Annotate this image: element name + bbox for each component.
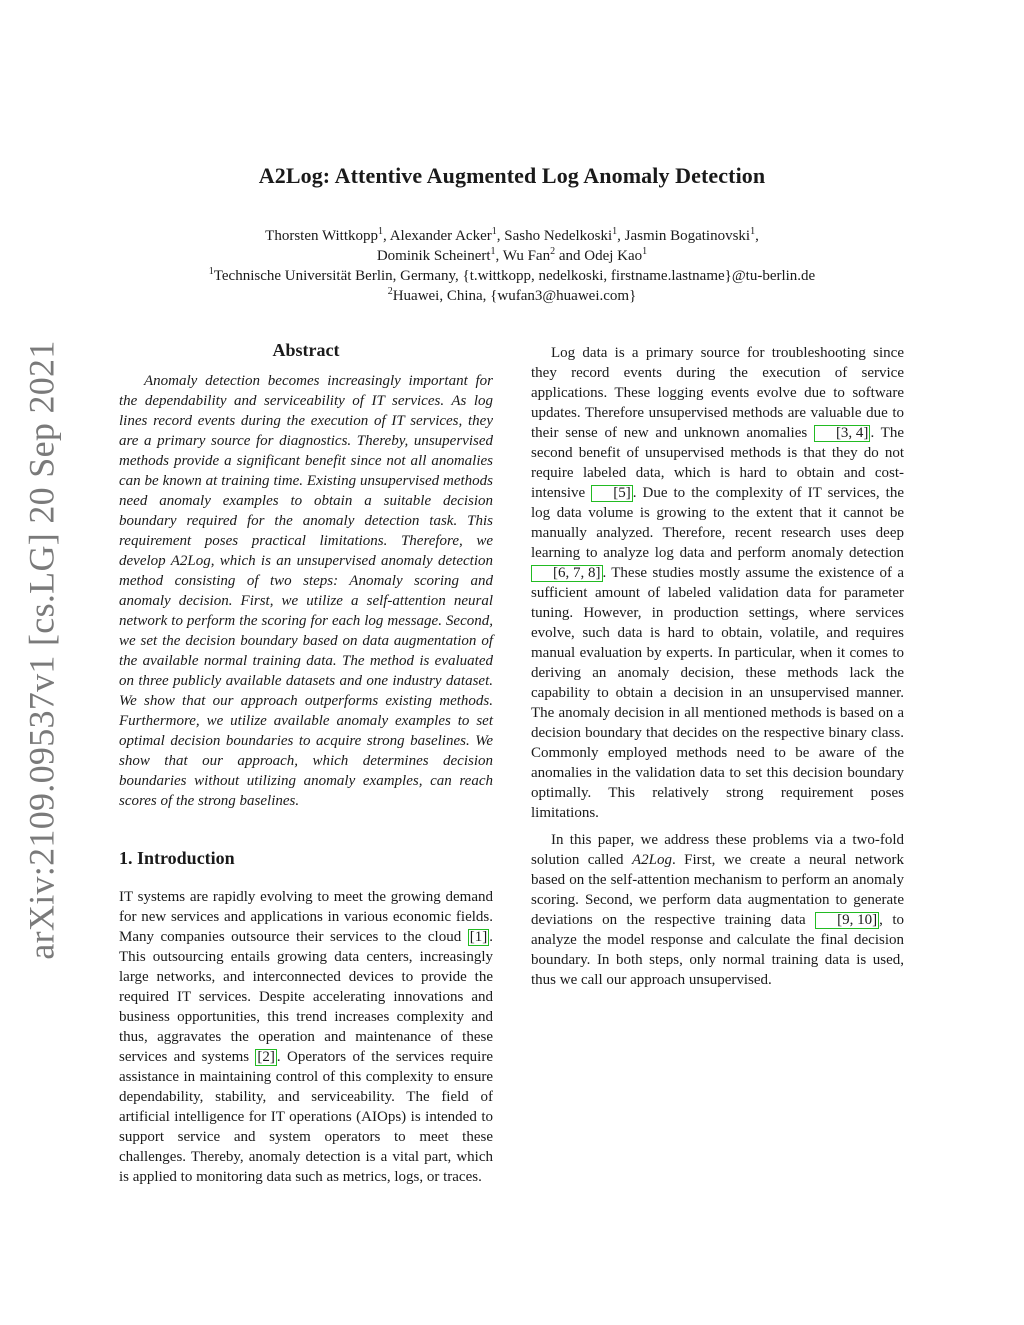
arxiv-identifier — [12, 340, 72, 960]
intro-paragraph-3: In this paper, we address these problems via a two-fold solution called A2Log. First, we create a neural network based on the self-attention mechanism to perform an anomaly scoring. Second, we perform data augmentation to generate deviations on the respective training data [9, 10] , to analyze the model response and calculate the final decision boundary. In both steps, only normal training data is used, thus we call our approach unsupervised. — [531, 832, 904, 988]
affiliation-2: $^2$Huawei, China, {wufan3@huawei.com} — [387, 286, 637, 304]
author-name: Alexander Acker — [389, 228, 492, 244]
citation-link[interactable]: [5] — [591, 485, 633, 502]
author-name: Wu Fan — [502, 248, 551, 264]
author-block — [0, 226, 1024, 306]
author-name: Odej Kao — [584, 248, 643, 264]
method-name: A2Log — [631, 852, 672, 868]
affiliation-1: $^1$Technische Universität Berlin, Germany, {t.wittkopp, nedelkoski, firstname.lastname}@tu-berlin.de — [208, 266, 816, 284]
section-heading-introduction: 1. Introduction — [119, 848, 235, 868]
author-line-2: Dominik Scheinert$^1$, Wu Fan$^2$ and Odej Kao$^1$ — [376, 246, 648, 264]
author-name: Jasmin Bogatinovski — [624, 228, 751, 244]
author-line-1: Thorsten Wittkopp$^1$, Alexander Acker$^1$, Sasho Nedelkoski$^1$, Jasmin Bogatinovski$^1$, — [265, 226, 759, 244]
author-name: Dominik Scheinert — [376, 248, 491, 264]
paper-title: A2Log: Attentive Augmented Log Anomaly Detection — [258, 163, 766, 188]
abstract-heading: Abstract — [272, 340, 340, 360]
abstract-text: Anomaly detection becomes increasingly important for the dependability and serviceability of IT services. As log lines record events during the execution of IT services, they are a primary source for diagnostics. Thereby, unsupervised methods provide a significant benefit since not all anomalies can be known at training time. Existing unsupervised methods need anomaly examples to obtain a suitable decision boundary required for the anomaly detection task. This requirement poses practical limitations. Therefore, we develop A2Log, which is an unsupervised anomaly detection method consisting of two steps: Anomaly scoring and anomaly decision. First, we utilize a self-attention neural network to perform the scoring for each log message. Second, we set the decision boundary based on data augmentation of the available normal training data. The method is evaluated on three publicly available datasets and one industry dataset. We show that our approach outperforms existing methods. Furthermore, we utilize available anomaly examples to set optimal decision boundaries to acquire strong baselines. We show that our approach, which determines decision boundaries without utilizing anomaly examples, can reach scores of the strong baselines. — [119, 373, 493, 809]
citation-link[interactable]: [2] — [257, 1049, 275, 1065]
citation-link[interactable]: [1] — [469, 929, 488, 945]
intro-paragraph-2: Log data is a primary source for troubleshooting since they record events during the execution of service applications. These logging events evolve due to software updates. Therefore unsupervised methods are valuable due to their sense of new and unknown anomalies [3, 4] . The second benefit of unsupervised methods is that they do not require labeled data, which is hard to obtain and cost-intensive [5] . Due to the complexity of IT services, the log data volume is growing to the extent that it cannot be manually analyzed. Therefore, recent research uses deep learning to analyze log data and perform anomaly detection [6, 7, 8] . These studies mostly assume the existence of a sufficient amount of labeled validation data for parameter tuning. However, in production settings, where services evolve, such data is hard to obtain, volatile, and requires manual evaluation by experts. In particular, when it comes to deriving an anomaly decision, these methods lack the capability to obtain a decision in an unsupervised manner. The anomaly decision in all mentioned methods is based on a decision boundary that decides on the respective binary class. Commonly employed methods need to be aware of the anomalies in the validation data to set this decision boundary optimally. This relatively strong requirement poses limitations. — [531, 345, 904, 821]
author-name: Sasho Nedelkoski — [504, 228, 613, 244]
citation-link[interactable]: [6, 7, 8] — [531, 565, 603, 582]
intro-paragraph-1: IT systems are rapidly evolving to meet the growing demand for new services and applications in various economic fields. Many companies outsource their services to the cloud [1] . This outsourcing entails growing data centers, increasingly large networks, and interconnected devices to provide the required IT services. Despite accelerating innovations and business opportunities, this trend increases complexity and thus, aggravates the operation and maintenance of these services and systems [2] . Operators of the services require assistance in maintaining control of this complexity to ensure dependability, stability, and serviceability. The field of artificial intelligence for IT operations (AIOps) is intended to support service and system operators to meet these challenges. Thereby, anomaly detection is a vital part, which is applied to monitoring data such as metrics, logs, or traces. — [119, 889, 493, 1185]
right-column — [531, 343, 904, 997]
arxiv-identifier-text: arXiv:2109.09537v1 [cs.LG] 20 Sep 2021 — [22, 340, 63, 960]
left-column — [119, 340, 493, 1194]
citation-link[interactable]: [9, 10] — [815, 912, 879, 929]
citation-link[interactable]: [3, 4] — [814, 425, 871, 442]
author-name: Thorsten Wittkopp — [265, 228, 379, 244]
